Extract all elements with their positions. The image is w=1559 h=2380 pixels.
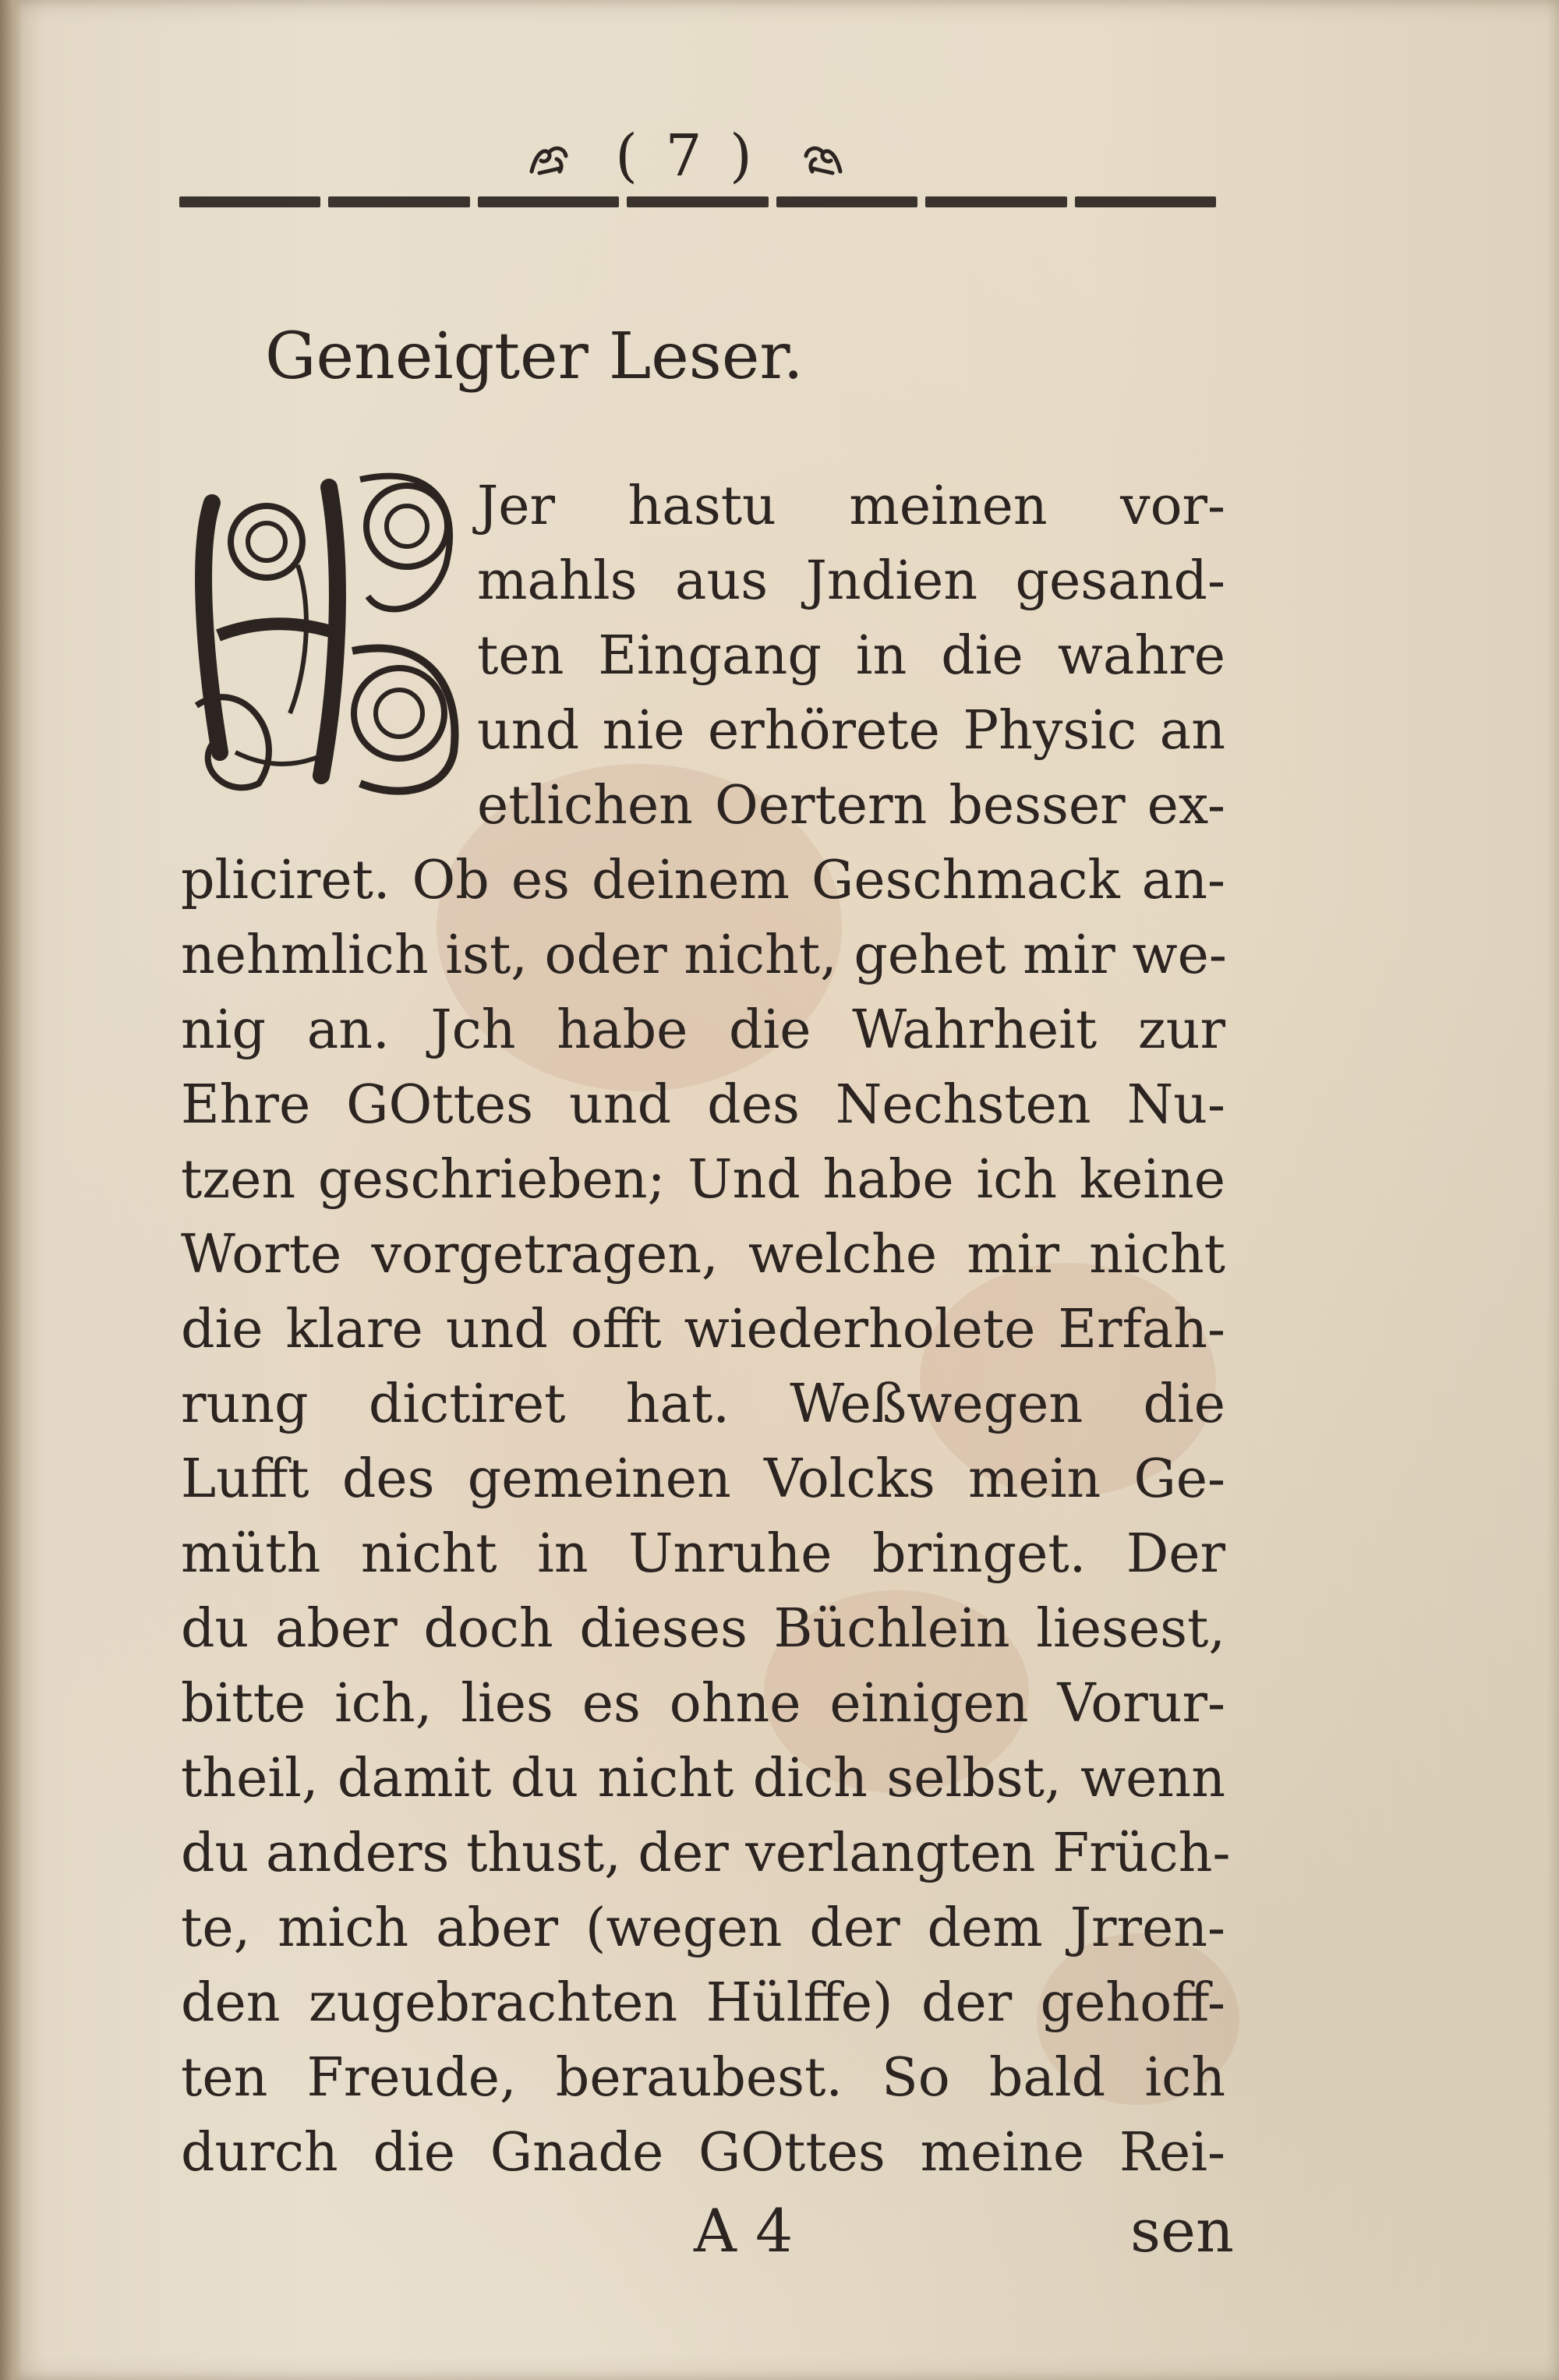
text-line: rung dictiret hat. Weßwegen die: [181, 1374, 1225, 1435]
text-line: Worte vorgetragen, welche mir nicht: [181, 1224, 1225, 1285]
text-line: theil, damit du nicht dich selbst, wenn: [181, 1748, 1225, 1809]
text-line: etlichen Oertern besser ex-: [477, 775, 1225, 836]
running-header: [468, 109, 904, 203]
signature-mark: A 4: [694, 2196, 794, 2265]
text-line: und nie erhörete Physic an: [477, 700, 1225, 762]
catchword: sen: [1130, 2196, 1234, 2265]
text-line: pliciret. Ob es deinem Geschmack an-: [181, 850, 1225, 911]
text-line: müth nicht in Unruhe bringet. Der: [181, 1523, 1225, 1585]
text-line: durch die Gnade GOttes meine Rei-: [181, 2122, 1225, 2184]
page-number: ( 7 ): [615, 122, 757, 189]
text-line: den zugebrachten Hülffe) der gehoff-: [181, 1972, 1225, 2034]
header-rule: [179, 196, 1216, 209]
text-line: ten Eingang in die wahre: [477, 625, 1225, 687]
text-line: die klare und offt wiederholete Erfah-: [181, 1299, 1225, 1360]
text-line: du aber doch dieses Büchlein liesest,: [181, 1598, 1225, 1660]
text-line: tzen geschrieben; Und habe ich keine: [181, 1149, 1225, 1211]
fleuron-right-icon: [800, 137, 847, 184]
text-line: te, mich aber (wegen der dem Jrren-: [181, 1897, 1225, 1959]
text-line: Ehre GOttes und des Nechsten Nu-: [181, 1074, 1225, 1136]
body-text: [181, 468, 1231, 2184]
text-line: nig an. Jch habe die Wahrheit zur: [181, 999, 1225, 1061]
page-gutter-edge: [0, 0, 22, 2380]
text-line: Lufft des gemeinen Volcks mein Ge-: [181, 1448, 1225, 1510]
text-line: nehmlich ist, oder nicht, gehet mir we-: [181, 925, 1227, 986]
section-heading: Geneigter Leser.: [265, 320, 804, 394]
text-line: bitte ich, lies es ohne einigen Vorur-: [181, 1673, 1225, 1735]
fleuron-left-icon: [525, 137, 572, 184]
text-line: Jer hastu meinen vor-: [477, 476, 1225, 537]
text-line: du anders thust, der verlangten Früch-: [181, 1823, 1231, 1884]
text-line: ten Freude, beraubest. So bald ich: [181, 2047, 1225, 2109]
text-line: mahls aus Jndien gesand-: [477, 550, 1225, 612]
